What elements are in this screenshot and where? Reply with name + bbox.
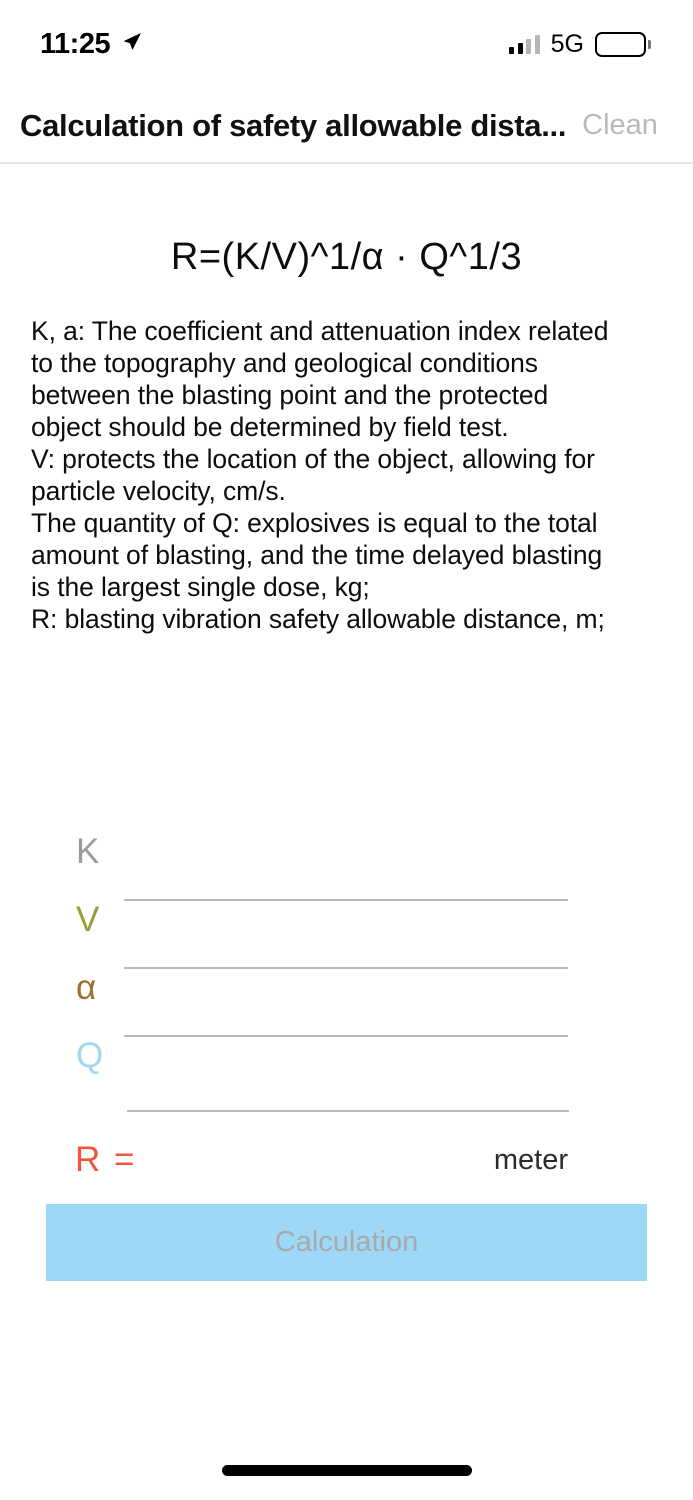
formula-display: R=(K/V)^1/α · Q^1/3 — [170, 236, 523, 278]
result-row — [0, 1135, 693, 1185]
field-label-alpha: α — [76, 968, 97, 1007]
page-title: Calculation of safety allowable dista... — [20, 107, 567, 143]
field-underline-q — [127, 1110, 569, 1112]
navigation-bar — [0, 88, 693, 163]
result-label: R = — [75, 1140, 137, 1179]
network-type-label: 5G — [550, 29, 584, 58]
field-input-k[interactable] — [124, 854, 568, 898]
battery-icon — [595, 32, 651, 57]
status-bar-right — [509, 30, 651, 59]
navigation-divider — [0, 162, 693, 164]
status-bar-time: 11:25 — [40, 27, 111, 60]
field-input-q[interactable] — [124, 1065, 568, 1109]
field-row-q — [0, 1037, 693, 1112]
field-label-q: Q — [76, 1036, 104, 1075]
field-input-v[interactable] — [124, 922, 568, 966]
description-line: R: blasting vibration safety allowable distance, m; — [31, 604, 605, 634]
field-label-v: V — [76, 900, 100, 939]
status-bar — [0, 0, 693, 88]
description-line: is the largest single dose, kg; — [31, 572, 370, 602]
description-line: between the blasting point and the protected — [31, 380, 549, 410]
calculation-button[interactable]: Calculation — [46, 1204, 647, 1281]
input-field-group — [0, 833, 693, 1112]
clean-button[interactable]: Clean — [582, 109, 658, 141]
description-line: V: protects the location of the object, allowing for — [31, 444, 595, 474]
result-unit-label: meter — [493, 1143, 568, 1176]
description-line: K, a: The coefficient and attenuation index related — [31, 316, 609, 346]
description-text — [31, 315, 663, 635]
home-indicator[interactable] — [222, 1465, 472, 1476]
description-line: particle velocity, cm/s. — [31, 476, 286, 506]
status-bar-left — [40, 28, 142, 61]
description-line: to the topography and geological conditions — [31, 348, 538, 378]
field-input-alpha[interactable] — [124, 990, 568, 1034]
field-label-k: K — [76, 832, 100, 871]
field-row-k — [0, 833, 693, 901]
description-line: object should be determined by field test. — [31, 412, 509, 442]
field-row-v — [0, 901, 693, 969]
field-row-alpha — [0, 969, 693, 1037]
cellular-signal-icon — [509, 35, 540, 54]
result-value — [154, 1143, 483, 1177]
description-line: The quantity of Q: explosives is equal to the total — [31, 508, 598, 538]
description-line: amount of blasting, and the time delayed blasting — [31, 540, 603, 570]
location-arrow-icon — [120, 31, 142, 58]
